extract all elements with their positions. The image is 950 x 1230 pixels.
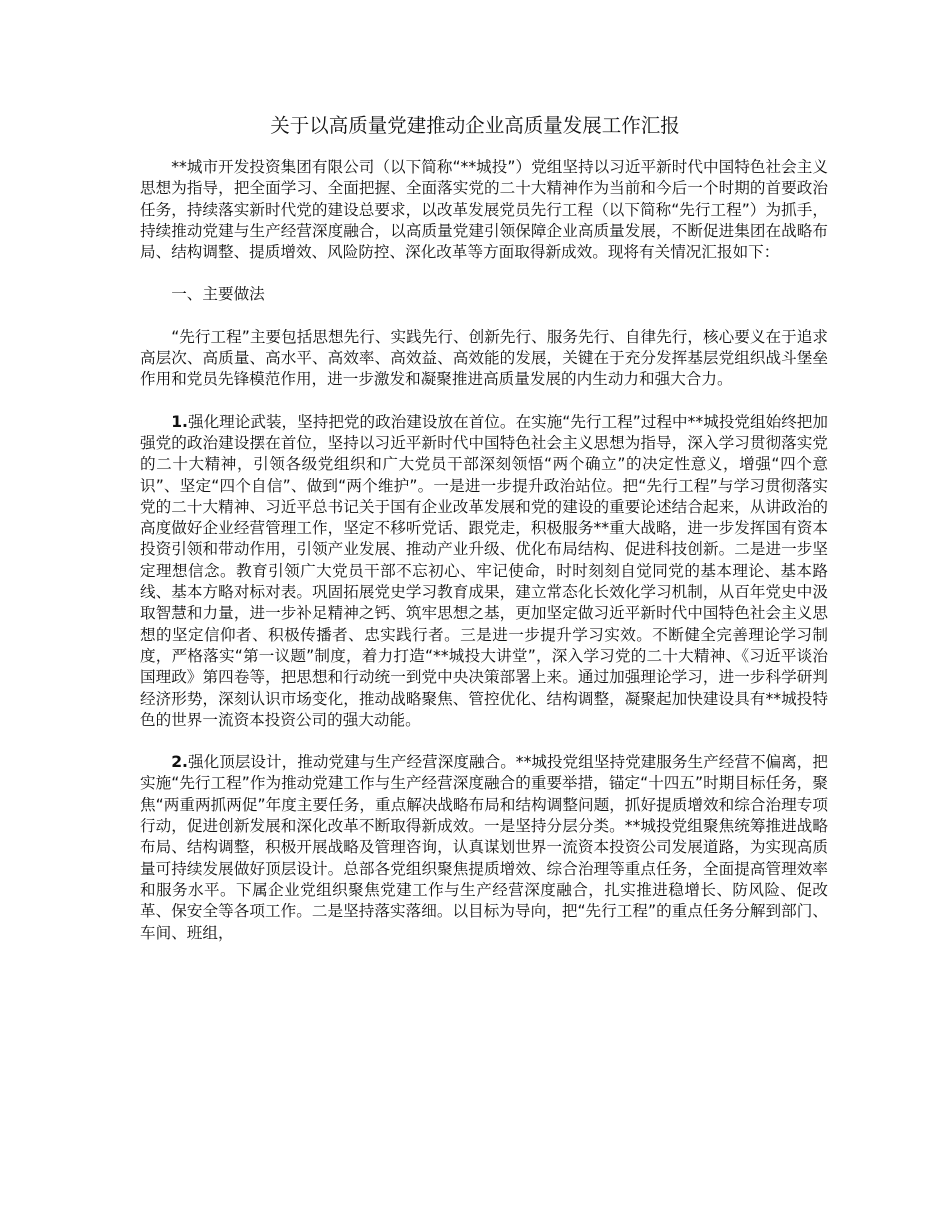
section-intro-paragraph: “先行工程”主要包括思想先行、实践先行、创新先行、服务先行、自律先行，核心要义在于追求高层次、高质量、高水平、高效率、高效益、高效能的发展，关键在于充分发挥基层党组织战斗堡垒作用和党员先锋模范作用，进一步激发和凝聚推进高质量发展的内生动力和强大合力。 (140, 327, 828, 389)
item-1-text: 强化理论武装，坚持把党的政治建设放在首位。在实施“先行工程”过程中**城投党组始终把加强党的政治建设摆在首位，坚持以习近平新时代中国特色社会主义思想为指导，深入学习贯彻落实党的二十大精神，引领各级党组织和广大党员干部深刻领悟“两个确立”的决定性意义，增强“四个意识”、坚定“四个自信”、做到“两个维护”。一是进一步提升政治站位。把“先行工程”与学习贯彻落实党的二十大精神、习近平总书记关于国有企业改革发展和党的建设的重要论述结合起来，从讲政治的高度做好企业经营管理工作，坚定不移听党话、跟党走，积极服务**重大战略，进一步发挥国有资本投资引领和带动作用，引领产业发展、推动产业升级、优化布局结构、促进科技创新。二是进一步坚定理想信念。教育引领广大党员干部不忘初心、牢记使命，时时刻刻自觉同党的基本理论、基本路线、基本方略对标对表。巩固拓展党史学习教育成果，建立常态化长效化学习机制，从百年党史中汲取智慧和力量，进一步补足精神之钙、筑牢思想之基，更加坚定做习近平新时代中国特色社会主义思想的坚定信仰者、积极传播者、忠实践行者。三是进一步提升学习实效。不断健全完善理论学习制度，严格落实“第一议题”制度，着力打造“**城投大讲堂”，深入学习党的二十大精神、《习近平谈治国理政》第四卷等，把思想和行动统一到党中央决策部署上来。通过加强理论学习，进一步科学研判经济形势，深刻认识市场变化，推动战略聚焦、管控优化、结构调整，凝聚起加快建设具有**城投特色的世界一流资本投资公司的强大动能。 (140, 412, 828, 729)
item-2-text: 强化顶层设计，推动党建与生产经营深度融合。**城投党组坚持党建服务生产经营不偏离，把实施“先行工程”作为推动党建工作与生产经营深度融合的重要举措，锚定“十四五”时期目标任务，聚焦“两重两抓两促”年度主要任务，重点解决战略布局和结构调整问题，抓好提质增效和综合治理专项行动，促进创新发展和深化改革不断取得新成效。一是坚持分层分类。**城投党组聚焦统筹推进战略布局、结构调整，积极开展战略及管理咨询，认真谋划世界一流资本投资公司发展道路，为实现高质量可持续发展做好顶层设计。总部各党组织聚焦提质增效、综合治理等重点任务，全面提高管理效率和服务水平。下属企业党组织聚焦党建工作与生产经营深度融合，扎实推进稳增长、防风险、促改革、保安全等各项工作。二是坚持落实落细。以目标为导向，把“先行工程”的重点任务分解到部门、车间、班组， (140, 753, 828, 942)
item-1-number: 1. (171, 412, 188, 431)
item-2-number: 2. (171, 753, 188, 772)
section-heading-main-practices: 一、主要做法 (171, 285, 265, 304)
item-1-paragraph (140, 412, 828, 731)
document-body (140, 157, 828, 965)
document-title: 关于以高质量党建推动企业高质量发展工作汇报 (270, 114, 680, 137)
item-2-paragraph (140, 752, 828, 944)
intro-paragraph: **城市开发投资集团有限公司（以下简称“**城投”）党组坚持以习近平新时代中国特色社会主义思想为指导，把全面学习、全面把握、全面落实党的二十大精神作为当前和今后一个时期的首要政治任务，持续落实新时代党的建设总要求，以改革发展党员先行工程（以下简称“先行工程”）为抓手，持续推动党建与生产经营深度融合，以高质量党建引领保障企业高质量发展，不断促进集团在战略布局、结构调整、提质增效、风险防控、深化改革等方面取得新成效。现将有关情况汇报如下： (140, 158, 828, 262)
